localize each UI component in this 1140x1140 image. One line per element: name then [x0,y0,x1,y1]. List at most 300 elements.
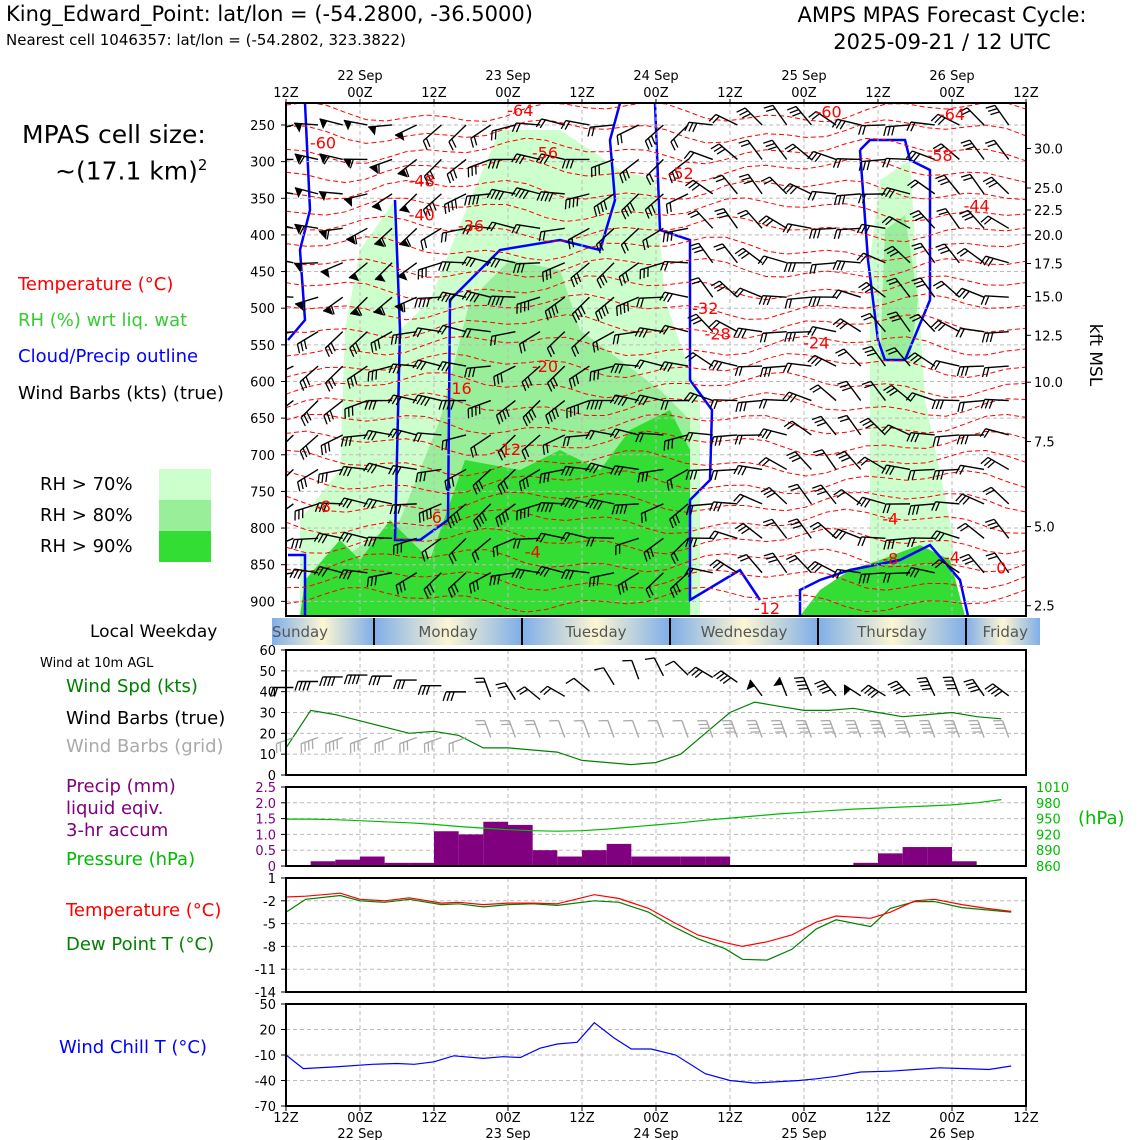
y-tick-label: -11 [254,963,276,979]
y-tick-label: -5 [263,917,276,933]
temp-contour-label: -56 [531,143,559,163]
temp-label: Temperature (°C) [66,900,222,921]
upper-wind-barb [784,263,811,272]
barb-pennant [342,120,352,130]
weekday-name: Tuesday [565,623,627,641]
upper-wind-barb [810,383,836,407]
barb-flag [891,126,895,135]
precip-bar [582,850,607,866]
barb-flag [276,160,279,169]
barb-flag [372,744,378,753]
barb-flag [292,511,298,520]
upper-wind-barb [980,255,1008,271]
kft-tick-label: 10.0 [1034,376,1063,392]
top-date-label: 22 Sep [337,69,383,84]
barb-staff [756,721,762,738]
upper-wind-barb [343,159,367,168]
temp-contour-label: -8 [882,549,899,569]
barb-flag [465,168,471,177]
barb-flag [352,675,355,684]
barb-flag [276,545,282,554]
kft-axis-label: kft MSL [1085,323,1105,387]
upper-wind-barb [395,125,421,143]
upper-wind-barb [808,191,836,203]
upper-wind-barb [956,287,984,305]
barb-flag [943,674,952,680]
barb-staff [559,721,565,738]
barb-flag [735,403,739,412]
barb-flag [760,368,764,377]
upper-wind-barb [734,328,762,341]
temp-contour-label: -8 [315,496,331,516]
barb-flag [763,400,766,409]
barb-staff [731,721,737,738]
barb-flag [792,263,795,272]
barb-flag [665,659,673,668]
barb-flag [320,473,325,482]
forecast-cycle-label: AMPS MPAS Forecast Cycle: [797,3,1087,27]
upper-wind-barb [983,485,1009,510]
temp-contour-label: -36 [457,216,485,236]
barb-flag [767,296,771,305]
pressure-tick-label: 850 [250,558,275,574]
barb-flag [697,718,706,724]
barb-staff [274,504,293,518]
barb-flag [887,158,890,167]
precip-bar [360,857,385,866]
true-wind-barb [794,675,811,700]
barb-staff [1003,721,1009,738]
barb-flag [402,680,405,689]
upper-wind-barb [760,332,788,343]
true-wind-barb [566,676,590,698]
bottom-date-label: 22 Sep [337,1127,383,1140]
bottom-time-tick-label: 12Z [569,1111,595,1126]
barb-staff [276,469,293,486]
barb-flag [296,510,302,519]
barb-flag [784,333,787,342]
temp-contour-label: -24 [803,333,830,353]
barb-flag [792,332,795,341]
barb-flag [291,540,294,549]
upper-wind-barb [734,465,762,478]
barb-pennant [743,680,755,692]
top-time-tick-label: 00Z [939,86,965,101]
upper-wind-barb [808,354,836,374]
true-wind-barb [861,684,885,704]
upper-wind-barb [317,119,342,134]
y-tick-label: 20 [259,727,276,743]
kft-tick-label: 7.5 [1034,435,1055,451]
barb-flag [838,195,842,204]
grid-wind-barb [549,718,565,741]
barb-flag [738,466,742,475]
barb-staff [657,721,663,738]
grid-wind-barb [323,738,346,754]
y-tick-label: 2.0 [255,796,276,812]
weekday-label: Local Weekday [90,622,218,642]
barb-flag [645,655,654,662]
barb-flag [274,486,282,495]
upper-wind-barb [961,138,984,165]
cell-size-label: MPAS cell size: [22,120,206,149]
top-time-tick-label: 12Z [1013,86,1039,101]
upper-wind-barb [932,400,959,410]
upper-wind-barb [735,401,763,412]
upper-wind-barb [298,366,324,391]
kft-tick-label: 2.5 [1034,599,1055,615]
barb-staff [855,721,861,738]
barb-flag [982,368,986,377]
temp-contour-label: -20 [531,356,559,376]
wind-barbs-true-label: Wind Barbs (true) [66,708,226,729]
precip-bar [557,857,582,866]
barb-flag [940,400,943,409]
upper-wind-barb [688,209,713,235]
barb-flag [295,539,298,548]
y2-tick-label: 920 [1036,828,1061,844]
barb-flag [894,718,903,724]
grid-wind-barb [820,718,836,741]
upper-wind-barb [735,247,762,270]
temp-contour-label: -32 [692,299,719,319]
barb-flag [443,692,446,701]
grid-wind-barb [919,718,935,741]
y2-tick-label: 980 [1036,796,1061,812]
upper-wind-barb [809,228,836,238]
temp-contour-label: -64 [938,104,966,124]
barb-staff [583,721,589,738]
bottom-time-tick-label: 12Z [421,1111,447,1126]
barb-flag [957,435,960,444]
barb-staff [509,721,515,738]
precip-bar [434,831,459,866]
top-time-tick-label: 00Z [643,86,669,101]
bottom-time-tick-label: 00Z [939,1111,965,1126]
y-tick-label: -8 [263,940,276,956]
top-time-tick-label: 00Z [347,86,373,101]
barb-flag [862,537,866,546]
barb-flag [739,435,742,444]
kft-tick-label: 12.5 [1034,329,1063,345]
upper-wind-barb [957,247,984,270]
barb-flag [768,367,772,376]
barb-flag [276,296,279,305]
y-tick-label: -2 [263,894,276,910]
barb-staff [952,677,959,696]
barb-flag [763,296,767,305]
kft-tick-label: 5.0 [1034,520,1055,536]
upper-wind-barb [836,449,861,475]
barb-flag [917,675,926,681]
pressure-label: Pressure (hPa) [66,849,196,870]
weekday-name: Wednesday [700,623,788,641]
barb-flag [447,692,450,701]
pressure-tick-label: 500 [250,302,275,318]
temp-contour-label: -6 [426,507,442,527]
barb-flag [693,123,697,132]
upper-wind-barb [785,142,812,166]
y2-tick-label: 860 [1036,860,1061,875]
y-tick-label: 0.5 [255,844,276,860]
barb-flag [328,677,331,686]
precip-bar [656,857,681,866]
y-tick-label: 60 [259,644,276,659]
barb-flag [269,548,275,557]
barb-staff [271,538,293,548]
upper-wind-barb [980,428,1008,444]
temp-contour-label: -4 [944,548,960,568]
barb-flag [422,686,425,695]
upper-wind-barb [936,242,960,269]
cell-size-number: ~(17.1 km) [55,156,198,186]
pressure-line [286,800,1001,832]
upper-wind-barb [761,175,787,200]
barb-staff [534,721,540,738]
upper-wind-barb [787,450,812,476]
legend-rh90-label: RH > 90% [40,536,133,557]
kft-tick-label: 25.0 [1034,182,1063,198]
barb-flag [323,744,329,753]
temp-contour-label: -28 [704,324,731,344]
pressure-tick-label: 750 [250,485,275,501]
upper-wind-barb [813,447,836,474]
barb-flag [303,682,306,691]
upper-wind-barb [664,194,692,214]
bottom-time-axis [273,1106,1039,1140]
barb-staff [485,721,491,738]
temp-contour-label: -40 [408,205,435,225]
pressure-tick-label: 550 [250,338,275,354]
upper-wind-barb [833,159,860,169]
y-tick-label: 0 [267,860,276,875]
upper-wind-barb [317,154,342,168]
true-wind-barb [665,659,688,681]
legend-cloud: Cloud/Precip outline [18,346,199,367]
windchill-line [286,1023,1011,1083]
barb-flag [834,196,838,205]
upper-wind-barb [739,172,762,199]
barb-flag [932,400,935,409]
barb-flag [373,676,376,685]
precip-label-1: Precip (mm) [66,776,176,797]
barb-pennant [344,198,354,209]
barb-flag [714,471,718,480]
barb-flag [771,718,780,724]
barb-flag [271,576,275,585]
barb-flag [809,230,812,239]
barb-flag [664,204,671,213]
dewpoint-label: Dew Point T (°C) [66,934,215,955]
true-wind-barb [517,685,541,706]
upper-wind-barb [808,151,836,168]
barb-flag [989,400,992,409]
upper-wind-barb [342,120,367,133]
barb-staff [830,721,836,738]
true-wind-barb [594,665,614,689]
legend-rh: RH (%) wrt liq. wat [18,310,188,331]
grid-wind-barb [968,718,984,741]
barb-staff [879,721,885,738]
temp-contour-label: -12 [494,439,522,459]
barb-flag [738,328,742,337]
barb-flag [940,470,944,479]
upper-wind-barb [812,483,836,510]
barb-flag [764,368,768,377]
upper-wind-barb [985,138,1008,165]
barb-flag [423,268,429,277]
barb-staff [269,296,293,297]
temp-contour-label: -64 [507,101,534,121]
true-wind-barb [320,677,343,686]
upper-wind-barb [758,255,786,271]
barb-flag [299,682,302,691]
true-wind-barb [743,680,762,701]
true-wind-barb [985,682,1009,703]
barb-staff [604,668,614,685]
upper-wind-barb [810,520,836,545]
barb-flag [369,676,372,685]
y-tick-label: 40 [259,685,276,701]
barb-flag [549,718,558,724]
barb-staff [633,721,639,738]
upper-wind-barb [788,517,811,544]
barb-staff [805,721,811,738]
barb-staff [301,738,318,744]
barb-pennant [395,132,406,144]
barb-flag [356,675,359,684]
barb-flag [426,686,429,695]
barb-flag [813,229,816,238]
y-tick-label: -10 [254,1049,276,1064]
barb-staff [274,401,293,416]
upper-wind-barb [710,502,738,513]
true-wind-barb [964,677,984,701]
temp-contour-label: 0 [996,558,1007,578]
y2-tick-label: 890 [1036,844,1061,860]
upper-wind-barb [759,456,787,477]
bottom-date-label: 23 Sep [485,1127,531,1140]
true-wind-barb [474,675,490,700]
true-wind-barb [496,680,516,704]
barb-staff [276,435,293,452]
barb-flag [419,269,425,278]
barb-flag [742,466,746,475]
barb-flag [834,230,838,239]
windchill-panel [255,998,1026,1115]
pressure-tick-label: 700 [250,448,275,464]
barb-flag [446,744,452,753]
barb-flag [662,233,667,242]
upper-wind-barb [833,261,861,272]
true-wind-barb [394,680,417,689]
true-wind-barb [888,679,910,702]
y-tick-label: 1 [267,872,276,887]
top-date-label: 26 Sep [929,69,975,84]
barb-flag [594,665,603,672]
upper-wind-barb [295,297,321,313]
y-tick-label: 30 [259,706,276,722]
barb-flag [277,483,285,492]
true-wind-barb [295,682,318,691]
y2-tick-label: 950 [1036,812,1061,828]
barb-flag [866,161,870,170]
upper-wind-barb [298,435,324,460]
bottom-time-tick-label: 12Z [1013,1111,1039,1126]
barb-flag [324,677,327,686]
upper-wind-barb [932,435,960,446]
barb-flag [957,367,960,376]
bottom-time-tick-label: 00Z [791,1111,817,1126]
true-wind-barb [839,685,861,703]
pressure-tick-label: 900 [250,595,275,611]
grid-wind-barb [672,718,688,741]
upper-wind-barb [786,553,811,579]
upper-wind-barb [788,482,811,509]
barb-staff [608,721,614,738]
barb-flag [809,297,812,306]
barb-flag [817,297,820,306]
barb-flag [783,223,788,232]
bottom-date-label: 26 Sep [929,1127,975,1140]
true-wind-barb [540,685,564,704]
upper-wind-barb [957,366,984,376]
upper-wind-barb [960,552,984,578]
barb-flag [817,229,820,238]
barb-flag [397,744,403,753]
barb-flag [332,677,335,686]
true-wind-barb [814,678,836,701]
barb-flag [986,333,990,342]
top-time-tick-label: 12Z [273,86,299,101]
grid-wind-barb [397,738,420,754]
upper-wind-barb [981,296,1008,307]
barb-staff [993,684,1009,696]
grid-wind-barb [623,718,639,741]
barb-staff [707,721,713,738]
temp-contour-label: -60 [309,133,337,153]
barb-flag [267,576,271,585]
upper-wind-barb [956,328,984,341]
barb-staff [395,125,417,135]
nearest-cell: Nearest cell 1046357: lat/lon = (-54.2802, 323.3822) [6,31,406,49]
upper-wind-barb [714,242,738,269]
barb-flag [275,413,283,422]
barb-staff [400,738,417,744]
barb-staff [270,332,294,336]
barb-flag [295,682,298,691]
grid-wind-barb [348,738,371,754]
upper-wind-barb [759,399,786,409]
barb-flag [442,204,449,213]
temp-contour-label: -4 [524,542,541,562]
grid-wind-barb [446,738,469,754]
barb-staff [926,678,934,696]
upper-wind-barb [445,159,472,183]
top-time-tick-label: 12Z [717,86,743,101]
upper-wind-barb [399,228,423,251]
barb-flag [982,333,986,342]
y2-tick-label: 1010 [1036,781,1070,796]
barb-flag [960,329,964,338]
barb-flag [598,718,607,724]
upper-wind-barb [734,493,762,512]
barb-flag [837,159,840,168]
barb-flag [710,400,713,409]
barb-flag [742,329,746,338]
grid-wind-barb [298,738,321,754]
temp-contour-label: -44 [963,196,990,216]
